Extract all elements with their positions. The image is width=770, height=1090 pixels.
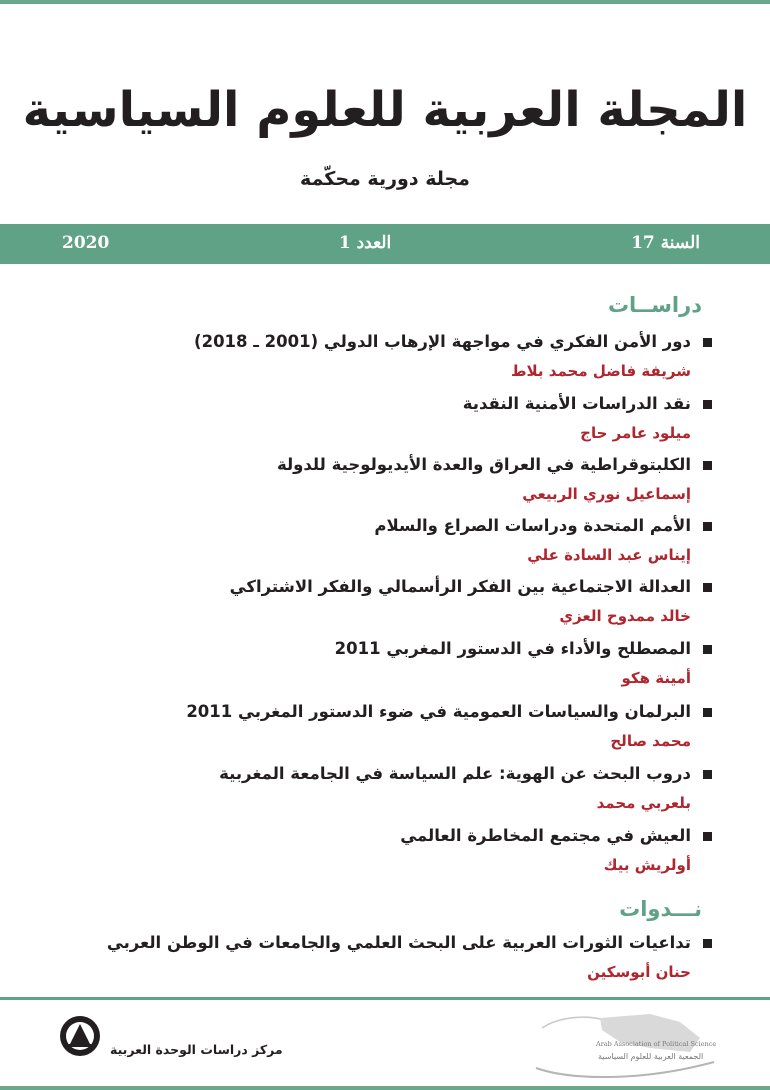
bullet-icon [703, 708, 712, 717]
article-title: تداعيات الثورات العربية على البحث العلمي والجامعات في الوطن العربي [106, 933, 691, 952]
article-author: أمينة هكو [621, 669, 691, 687]
issue-volume: السنة 17 [631, 233, 700, 253]
section-heading-symposia: نـــدوات [619, 897, 702, 921]
article-entry[interactable] [72, 392, 712, 444]
bullet-icon [703, 522, 712, 531]
bullet-icon [703, 832, 712, 841]
bullet-icon [703, 939, 712, 948]
article-entry[interactable] [72, 637, 712, 689]
article-author: خالد ممدوح العزي [559, 607, 691, 625]
article-title-row [72, 637, 712, 661]
article-author: أولريش بيك [603, 856, 691, 874]
article-author: إسماعيل نوري الربيعي [522, 485, 691, 503]
article-author: بلعربي محمد [596, 794, 691, 812]
article-title: دور الأمن الفكري في مواجهة الإرهاب الدولي (2001 ـ 2018) [194, 332, 691, 351]
article-title-row [72, 931, 712, 955]
journal-subtitle: مجلة دورية محكّمة [300, 168, 470, 190]
article-title: البرلمان والسياسات العمومية في ضوء الدستور المغربي 2011 [186, 702, 691, 721]
bullet-icon [703, 400, 712, 409]
bullet-icon [703, 583, 712, 592]
section-heading-studies: دراســات [607, 293, 702, 317]
article-author: إيناس عبد السادة علي [527, 546, 691, 564]
article-title-row [72, 575, 712, 599]
bullet-icon [703, 645, 712, 654]
article-title: نقد الدراسات الأمنية النقدية [462, 394, 691, 413]
article-author: محمد صالح [610, 732, 691, 750]
issue-band [0, 224, 770, 264]
journal-title: المجلة العربية للعلوم السياسية [22, 82, 748, 138]
article-author: حنان أبوسكين [587, 963, 691, 981]
article-title-row [72, 514, 712, 538]
article-title: العيش في مجتمع المخاطرة العالمي [400, 826, 691, 845]
article-title-row [72, 330, 712, 354]
issue-year: 2020 [62, 233, 110, 253]
article-entry[interactable] [72, 330, 712, 382]
bullet-icon [703, 338, 712, 347]
article-author: ميلود عامر حاج [580, 424, 691, 442]
article-title: العدالة الاجتماعية بين الفكر الرأسمالي والفكر الاشتراكي [229, 577, 691, 596]
top-edge-rule [0, 0, 770, 4]
bottom-rule [0, 997, 770, 1000]
association-name-ar: الجمعية العربية للعلوم السياسية [598, 1052, 704, 1061]
issue-number: العدد 1 [338, 233, 392, 253]
bottom-edge-rule [0, 1086, 770, 1090]
article-title-row [72, 453, 712, 477]
article-title-row [72, 392, 712, 416]
article-title-row [72, 824, 712, 848]
article-title: دروب البحث عن الهوية: علم السياسة في الجامعة المغربية [219, 764, 691, 783]
article-entry[interactable] [72, 575, 712, 627]
bullet-icon [703, 770, 712, 779]
publisher-name: مركز دراسات الوحدة العربية [110, 1042, 283, 1057]
article-entry[interactable] [72, 824, 712, 876]
article-title: الأمم المتحدة ودراسات الصراع والسلام [374, 516, 691, 535]
article-title: الكلبتوقراطية في العراق والعدة الأيديولوجية للدولة [276, 455, 691, 474]
article-title: المصطلح والأداء في الدستور المغربي 2011 [334, 639, 691, 658]
article-title-row [72, 700, 712, 724]
article-entry[interactable] [72, 762, 712, 814]
article-entry[interactable] [72, 514, 712, 566]
article-author: شريفة فاضل محمد بلاط [510, 362, 691, 380]
article-entry[interactable] [72, 700, 712, 752]
association-name-en: Arab Association of Political Science [596, 1040, 717, 1048]
article-entry[interactable] [72, 453, 712, 505]
publisher-logo-icon [56, 1014, 104, 1058]
bullet-icon [703, 461, 712, 470]
article-entry[interactable] [72, 931, 712, 983]
article-title-row [72, 762, 712, 786]
